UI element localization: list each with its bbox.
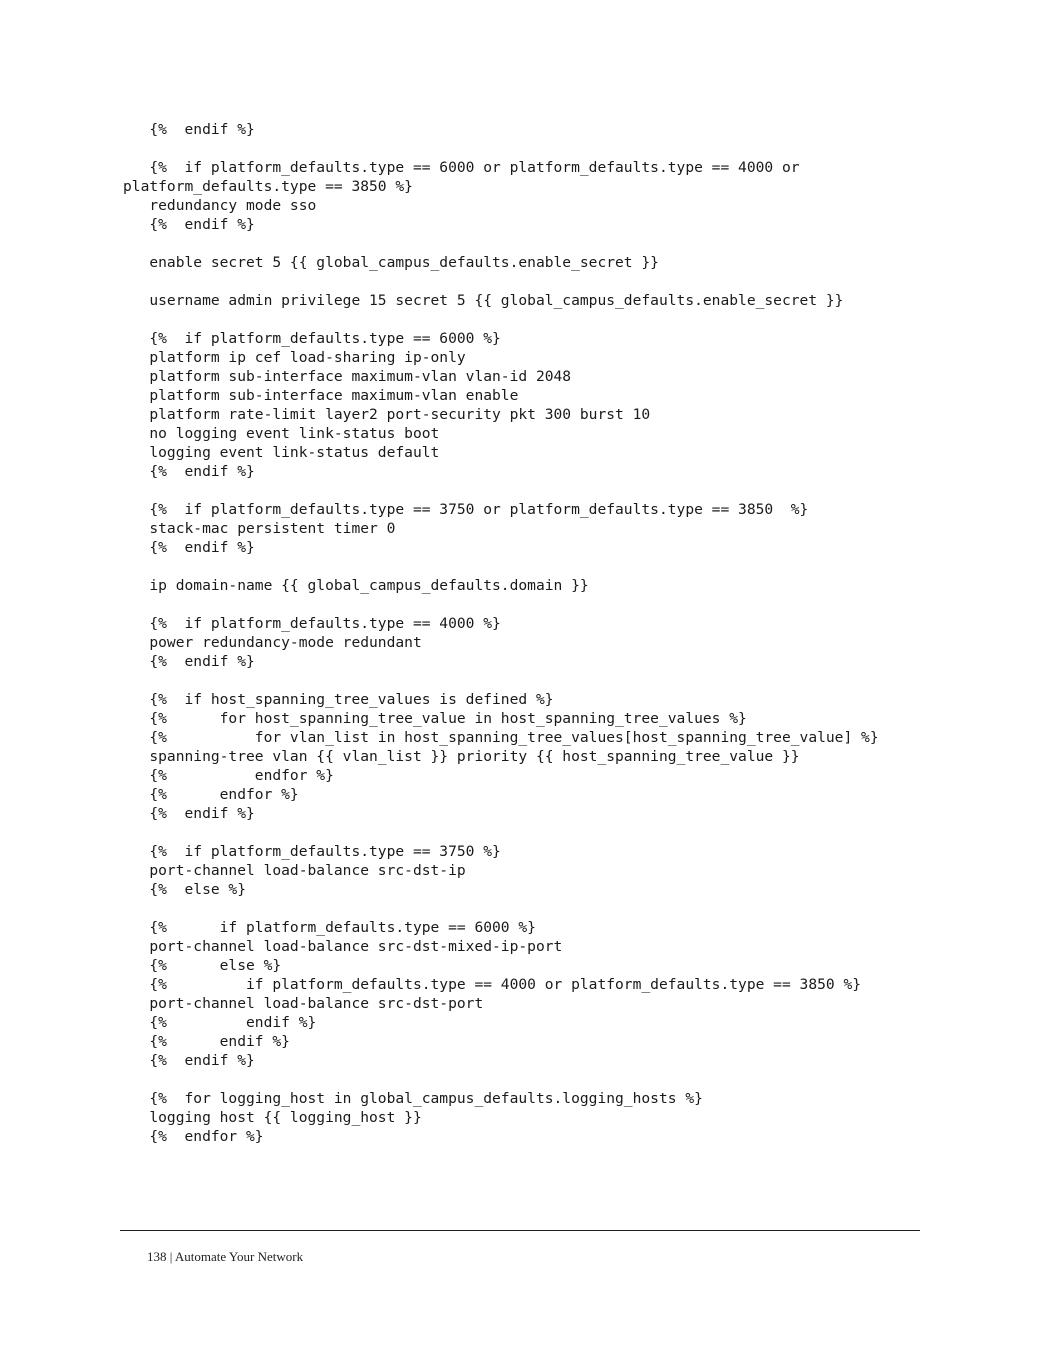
code-line: logging event link-status default xyxy=(123,444,440,461)
blank-line xyxy=(123,139,923,158)
code-listing xyxy=(123,120,923,1146)
code-line: platform sub-interface maximum-vlan vlan-id 2048 xyxy=(123,368,572,385)
code-line: platform_defaults.type == 3850 %} xyxy=(123,178,413,195)
blank-line xyxy=(123,595,923,614)
code-line: {% endif %} xyxy=(123,1052,255,1069)
code-line: power redundancy-mode redundant xyxy=(123,634,422,651)
code-line: ip domain-name {{ global_campus_defaults.domain }} xyxy=(123,577,589,594)
code-line: {% for host_spanning_tree_value in host_spanning_tree_values %} xyxy=(123,710,747,727)
code-line: {% endfor %} xyxy=(123,786,299,803)
code-line: {% endif %} xyxy=(123,216,255,233)
code-line: {% endif %} xyxy=(123,805,255,822)
code-line: {% endif %} xyxy=(123,539,255,556)
code-line: {% if platform_defaults.type == 6000 %} xyxy=(123,330,501,347)
code-line: {% endif %} xyxy=(123,1014,317,1031)
code-line: port-channel load-balance src-dst-mixed-ip-port xyxy=(123,938,563,955)
blank-line xyxy=(123,1070,923,1089)
code-line: {% if platform_defaults.type == 3750 %} xyxy=(123,843,501,860)
blank-line xyxy=(123,557,923,576)
code-line: {% for vlan_list in host_spanning_tree_values[host_spanning_tree_value] %} xyxy=(123,729,879,746)
code-line: enable secret 5 {{ global_campus_defaults.enable_secret }} xyxy=(123,254,659,271)
blank-line xyxy=(123,671,923,690)
code-line: {% endfor %} xyxy=(123,1128,264,1145)
code-line: username admin privilege 15 secret 5 {{ global_campus_defaults.enable_secret }} xyxy=(123,292,844,309)
blank-line xyxy=(123,481,923,500)
code-line: port-channel load-balance src-dst-port xyxy=(123,995,484,1012)
code-line: redundancy mode sso xyxy=(123,197,317,214)
blank-line xyxy=(123,310,923,329)
code-line: {% if platform_defaults.type == 4000 %} xyxy=(123,615,501,632)
code-line: platform ip cef load-sharing ip-only xyxy=(123,349,466,366)
code-line: stack-mac persistent timer 0 xyxy=(123,520,396,537)
code-line: {% if platform_defaults.type == 6000 or platform_defaults.type == 4000 or xyxy=(123,159,800,176)
code-line: {% endfor %} xyxy=(123,767,334,784)
code-line: {% for logging_host in global_campus_defaults.logging_hosts %} xyxy=(123,1090,703,1107)
code-line: {% endif %} xyxy=(123,1033,290,1050)
code-line: platform rate-limit layer2 port-security pkt 300 burst 10 xyxy=(123,406,651,423)
blank-line xyxy=(123,234,923,253)
blank-line xyxy=(123,899,923,918)
code-line: {% if platform_defaults.type == 4000 or platform_defaults.type == 3850 %} xyxy=(123,976,862,993)
code-line: platform sub-interface maximum-vlan enable xyxy=(123,387,519,404)
code-line: {% if host_spanning_tree_values is defined %} xyxy=(123,691,554,708)
code-line: {% else %} xyxy=(123,881,247,898)
page-footer: 138 | Automate Your Network xyxy=(147,1249,304,1264)
code-line: {% if platform_defaults.type == 3750 or platform_defaults.type == 3850 %} xyxy=(123,501,809,518)
footer-divider xyxy=(120,1230,920,1231)
blank-line xyxy=(123,272,923,291)
code-line: {% if platform_defaults.type == 6000 %} xyxy=(123,919,536,936)
code-line: {% endif %} xyxy=(123,463,255,480)
code-line: {% else %} xyxy=(123,957,282,974)
code-line: {% endif %} xyxy=(123,653,255,670)
code-line: spanning-tree vlan {{ vlan_list }} priority {{ host_spanning_tree_value }} xyxy=(123,748,800,765)
code-line: logging host {{ logging_host }} xyxy=(123,1109,422,1126)
code-line: no logging event link-status boot xyxy=(123,425,440,442)
code-line: {% endif %} xyxy=(123,121,255,138)
blank-line xyxy=(123,823,923,842)
code-line: port-channel load-balance src-dst-ip xyxy=(123,862,466,879)
